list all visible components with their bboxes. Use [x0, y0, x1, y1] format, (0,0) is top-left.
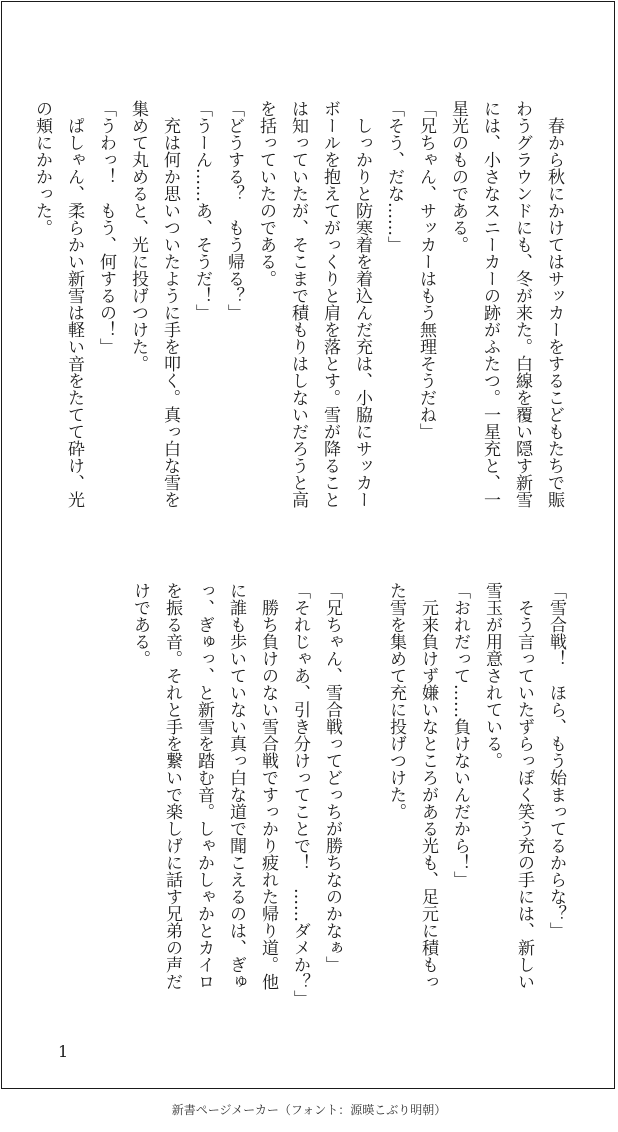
text-line: 「兄ちゃん、サッカーはもう無理そうだね」	[416, 100, 436, 440]
lower-text-block	[112, 582, 572, 1012]
text-line: 雪玉が用意されている。	[482, 582, 502, 769]
text-line: 「そう、だな……」	[384, 100, 404, 253]
text-line: た雪を集めて充に投げつけた。	[386, 582, 406, 820]
text-line: わうグラウンドにも、冬が来た。白線を覆い隠す新雪	[512, 100, 532, 508]
text-line: っ、ぎゅっ、と新雪を踏む音。しゃかしゃかとカイロ	[194, 582, 214, 990]
text-line: 「うーん……あ、そうだ！」	[192, 100, 212, 321]
text-line: 春から秋にかけてはサッカーをするこどもたちで賑	[544, 100, 564, 508]
text-line: 「それじゃあ、引き分けってことで！ ……ダメか？」	[290, 582, 310, 1007]
text-line: けである。	[130, 582, 150, 667]
text-line: 勝ち負けのない雪合戦ですっかり疲れた帰り道。他	[258, 582, 278, 990]
text-line: そう言っていたずらっぽく笑う充の手には、新しい	[514, 582, 534, 990]
text-line: しっかりと防寒着を着込んだ充は、小脇にサッカー	[352, 100, 372, 508]
page-number: 1	[58, 1042, 69, 1061]
text-line: 「おれだって……負けないんだから！」	[450, 582, 470, 888]
text-line: には、小さなスニーカーの跡がふたつ。一星充と、一	[480, 100, 500, 508]
text-line: 「兄ちゃん、雪合戦ってどっちが勝ちなのかなぁ」	[322, 582, 342, 973]
text-line: 「どうする？ もう帰る？」	[224, 100, 244, 321]
page-frame	[1, 1, 615, 1089]
text-line: は知っていたが、そこまで積もりはしないだろうと高	[288, 100, 308, 508]
blank-line	[348, 582, 380, 1012]
text-line: 「雪合戦！ ほら、もう始まってるからな？」	[546, 582, 566, 939]
text-line: の頬にかかった。	[32, 100, 52, 236]
text-line: ぱしゃん、柔らかい新雪は軽い音をたてて砕け、光	[64, 100, 84, 508]
text-line: 「うわっ！ もう、何するの！」	[96, 100, 116, 355]
text-line: 元来負けず嫌いなところがある光も、足元に積もっ	[418, 582, 438, 990]
text-line: を括っていたのである。	[256, 100, 276, 287]
footer-credit: 新書ページメーカー（フォント：源暎こぶり明朝）	[171, 1103, 447, 1117]
upper-text-block	[32, 100, 570, 530]
text-line: 充は何か思いついたように手を叩く。真っ白な雪を	[160, 100, 180, 508]
text-line: 集めて丸めると、光に投げつけた。	[128, 100, 148, 372]
text-line: 星光のものである。	[448, 100, 468, 253]
text-line: を振る音。それと手を繋いで楽しげに話す兄弟の声だ	[162, 582, 182, 990]
text-line: に誰も歩いていない真っ白な道で聞こえるのは、ぎゅ	[226, 582, 246, 990]
text-line: ボールを抱えてがっくりと肩を落とす。雪が降ること	[320, 100, 340, 508]
